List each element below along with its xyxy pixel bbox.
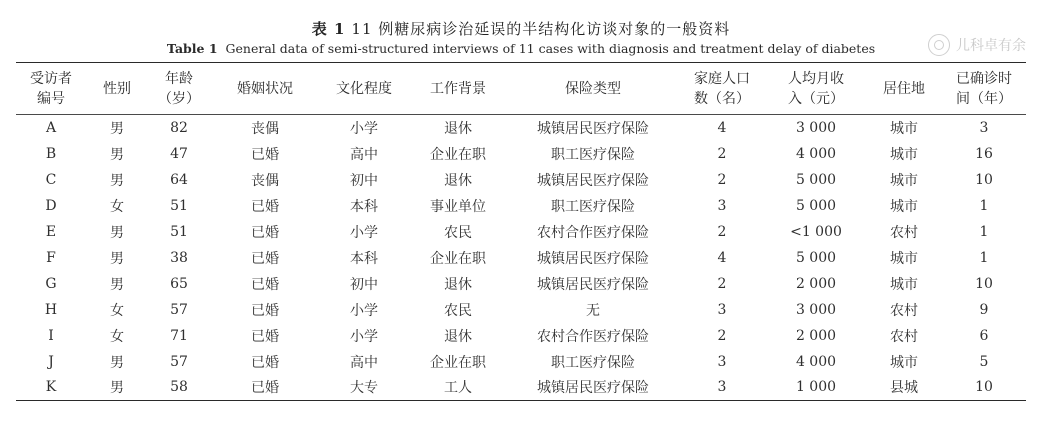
table-cell: 已婚 [251,198,279,215]
table-cell: 82 [170,119,188,136]
column-header [678,63,766,115]
table-cell: 4 [717,249,727,266]
table-cell: 农村合作医疗保险 [537,328,649,345]
column-header-line: 婚姻状况 [237,80,293,97]
table-cell: G [45,275,57,292]
table-cell: 退休 [444,276,472,293]
table-cell: 男 [110,354,124,371]
table-cell: 10 [975,275,993,292]
column-header-line: 工作背景 [430,80,486,97]
table-cell: 2 000 [795,327,837,344]
table-cell: 男 [110,276,124,293]
table-row [16,323,1026,349]
watermark-logo-icon [928,34,950,56]
table-cell: 3 [979,119,989,136]
table-cell: 高中 [350,146,378,163]
column-header-line: 文化程度 [336,80,392,97]
column-header-line: 人均月收 [788,70,844,87]
table-cell: 6 [979,327,989,344]
column-header [866,63,942,115]
table-cell: 3 [717,301,727,318]
table-cell: 64 [170,171,188,188]
table-cell: 工人 [408,375,508,401]
column-header-line: 已确诊时 [956,70,1012,87]
table-cell: 57 [170,301,188,318]
table-cell: E [45,223,57,240]
table-cell: 10 [942,375,1026,401]
column-header [320,63,408,115]
table-cell: 本科 [350,198,378,215]
table-cell: K [16,375,86,401]
table-cell: 2 [717,145,727,162]
table-row [16,375,1026,401]
table-body [16,115,1026,401]
table-cell: 初中 [350,172,378,189]
table-cell: 小学 [350,120,378,137]
table-cell: 无 [586,302,600,319]
table-cell: 71 [170,327,188,344]
table-row [16,167,1026,193]
table-cell: 1 000 [766,375,866,401]
table-cell: 5 000 [795,249,837,266]
table-cell: 51 [170,223,188,240]
column-header-line: 编号 [37,90,65,107]
table-cell: 事业单位 [430,198,486,215]
table-row [16,271,1026,297]
table-row [16,193,1026,219]
table-row [16,219,1026,245]
table-cell: H [44,301,58,318]
table-cell: 城市 [890,250,918,267]
table-cell: B [45,145,57,162]
table-cell: 初中 [350,276,378,293]
table-cell: 丧偶 [251,172,279,189]
table-cell: 高中 [350,354,378,371]
table-cell: 10 [975,171,993,188]
table-cell: 65 [170,275,188,292]
column-header [508,63,678,115]
table-cell: 3 000 [795,119,837,136]
table-cell: 已婚 [251,250,279,267]
table-cell: 城镇居民医疗保险 [537,250,649,267]
table-cell: D [45,197,57,214]
table-cell: 职工医疗保险 [551,198,635,215]
table-cell: 已婚 [251,224,279,241]
column-header [408,63,508,115]
table-cell: A [45,119,57,136]
table-row [16,349,1026,375]
table-cell: 3 [717,197,727,214]
table-cell: 57 [170,353,188,370]
table-cell: 3 [678,375,766,401]
column-header-line: （岁） [158,90,200,107]
caption-english [0,41,1042,56]
table-row [16,141,1026,167]
table-cell: 1 [979,249,989,266]
caption-chinese-label: 表 1 [311,20,346,38]
watermark-text: 儿科卓有余 [956,38,1026,54]
column-header [210,63,320,115]
column-header [16,63,86,115]
table-row [16,297,1026,323]
table-cell: 已婚 [251,328,279,345]
column-header-line: 入（元） [788,90,844,107]
table-cell: 城市 [890,198,918,215]
table-cell: 已婚 [251,146,279,163]
table-cell: 已婚 [251,302,279,319]
table-cell: 女 [110,328,124,345]
table-cell: 女 [110,198,124,215]
table-cell: 5 000 [795,197,837,214]
table-cell: 已婚 [251,354,279,371]
table-cell: 1 [979,223,989,240]
table-cell: 2 000 [795,275,837,292]
table-cell: 企业在职 [430,146,486,163]
caption-english-text: General data of semi-structured interviews of 11 cases with diagnosis and treatment delay of diabetes [225,41,876,56]
table-cell: 退休 [444,172,472,189]
table-cell: 职工医疗保险 [551,354,635,371]
table-cell: 城市 [890,146,918,163]
table-cell: 小学 [350,224,378,241]
table-cell: 城镇居民医疗保险 [537,120,649,137]
table-cell: 城市 [890,120,918,137]
column-header [766,63,866,115]
table-cell: 退休 [444,328,472,345]
table-cell: 已婚 [251,276,279,293]
table-cell: 小学 [350,302,378,319]
column-header [86,63,148,115]
table-cell: I [48,327,54,344]
table-row [16,245,1026,271]
table-caption [0,0,1042,58]
table-cell: 企业在职 [430,354,486,371]
table-cell: 农村 [890,328,918,345]
column-header [942,63,1026,115]
table-cell: 51 [170,197,188,214]
table-cell: 9 [979,301,989,318]
table-header [16,63,1026,115]
table-cell: 4 000 [795,145,837,162]
column-header-line: 数（名） [694,90,750,107]
table-cell: 5 000 [795,171,837,188]
column-header-line: 性别 [103,80,131,97]
table-cell: 3 000 [795,301,837,318]
table-cell: 城镇居民医疗保险 [537,172,649,189]
table-row [16,115,1026,141]
table-cell: 城市 [890,354,918,371]
table-cell: 3 [717,353,727,370]
column-header [148,63,210,115]
table-cell: 农村 [890,224,918,241]
data-table [16,62,1026,401]
table-cell: 男 [110,250,124,267]
column-header-line: 保险类型 [565,80,621,97]
table-cell: 男 [110,120,124,137]
table-cell: 城镇居民医疗保险 [508,375,678,401]
column-header-line: 受访者 [30,70,72,87]
table-cell: 农村 [890,302,918,319]
column-header-line: 年龄 [165,70,193,87]
table-cell: 16 [975,145,993,162]
table-cell: 大专 [320,375,408,401]
table-cell: 5 [979,353,989,370]
caption-english-label: Table 1 [166,41,218,56]
table-cell: 47 [170,145,188,162]
table-cell: 1 [979,197,989,214]
table-cell: 女 [110,302,124,319]
table-cell: 农民 [444,302,472,319]
table-cell: J [48,353,54,370]
table-cell: 2 [717,327,727,344]
column-header-line: 居住地 [883,80,925,97]
table-cell: 男 [110,172,124,189]
table-cell: 男 [110,224,124,241]
table-cell: 58 [148,375,210,401]
table-cell: 城市 [890,276,918,293]
caption-chinese-text: 11 例糖尿病诊治延误的半结构化访谈对象的一般资料 [351,20,731,38]
caption-chinese [0,18,1042,39]
table-cell: 农民 [444,224,472,241]
table-cell: 已婚 [210,375,320,401]
watermark [928,34,1026,56]
table-cell: 2 [717,223,727,240]
table-cell: 城镇居民医疗保险 [537,276,649,293]
table-cell: 城市 [890,172,918,189]
table-cell: 退休 [444,120,472,137]
table-cell: 企业在职 [430,250,486,267]
table-cell: 4 000 [795,353,837,370]
table-cell: 农村合作医疗保险 [537,224,649,241]
table-cell: <1 000 [790,223,842,240]
header-row [16,63,1026,115]
column-header-line: 家庭人口 [694,70,750,87]
table-cell: 38 [170,249,188,266]
table-cell: 本科 [350,250,378,267]
column-header-line: 间（年） [956,90,1012,107]
table-cell: 男 [110,146,124,163]
table-cell: 男 [86,375,148,401]
table-cell: 丧偶 [251,120,279,137]
table-cell: 4 [717,119,727,136]
table-cell: C [45,171,57,188]
table-cell: 小学 [350,328,378,345]
table-cell: 职工医疗保险 [551,146,635,163]
table-cell: 县城 [866,375,942,401]
table-cell: 2 [717,275,727,292]
table-cell: F [46,249,56,266]
table-cell: 2 [717,171,727,188]
